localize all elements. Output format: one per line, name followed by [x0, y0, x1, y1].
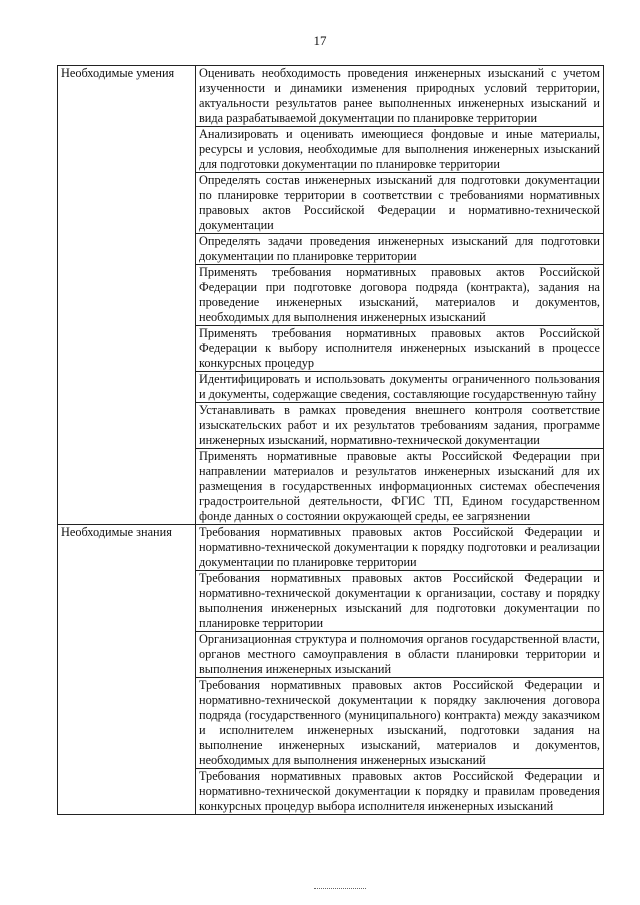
table-row [58, 525, 604, 571]
footer-mark [314, 888, 366, 890]
section-label: Необходимые умения [58, 66, 196, 525]
requirements-table [57, 65, 604, 815]
requirements-table-body [58, 66, 604, 815]
requirement-item: Идентифицировать и использовать документы ограниченного пользования и документы, содержащие сведения, составляющие государственную тайну [196, 372, 604, 403]
requirement-item: Организационная структура и полномочия органов государственной власти, органов местного самоуправления в области планировки территории и выполнения инженерных изысканий [196, 632, 604, 678]
requirement-item: Определять задачи проведения инженерных изысканий для подготовки документации по планировке территории [196, 234, 604, 265]
requirement-item: Устанавливать в рамках проведения внешнего контроля соответствие изыскательских работ и их результатов требованиям задания, программе инженерных изысканий, нормативно-технической документации [196, 403, 604, 449]
requirement-item: Применять требования нормативных правовых актов Российской Федерации при подготовке договора подряда (контракта), задания на проведение инженерных изысканий, материалов и документов, необходимых для выполнения инженерных изысканий [196, 265, 604, 326]
requirement-item: Требования нормативных правовых актов Российской Федерации и нормативно-технической документации к порядку подготовки и реализации документации по планировке территории [196, 525, 604, 571]
requirement-item: Оценивать необходимость проведения инженерных изысканий с учетом изученности и динамики изменения природных условий территории, актуальности результатов ранее выполненных инженерных изысканий и вида разрабатываемой документации по планировке территории [196, 66, 604, 127]
requirement-item: Применять нормативные правовые акты Российской Федерации при направлении материалов и результатов инженерных изысканий для их размещения в государственных информационных системах обеспечения градостроительной деятельности, ФГИС ТП, Едином государственном фонде данных о состоянии окружающей среды, ее загрязнении [196, 449, 604, 525]
requirement-item: Требования нормативных правовых актов Российской Федерации и нормативно-технической документации к организации, составу и порядку выполнения инженерных изысканий для подготовки документации по планировке территории [196, 571, 604, 632]
requirement-item: Анализировать и оценивать имеющиеся фондовые и иные материалы, ресурсы и условия, необходимые для выполнения инженерных изысканий для подготовки документации по планировке территории [196, 127, 604, 173]
requirement-item: Применять требования нормативных правовых актов Российской Федерации к выбору исполнителя инженерных изысканий в процессе конкурсных процедур [196, 326, 604, 372]
requirement-item: Требования нормативных правовых актов Российской Федерации и нормативно-технической документации к порядку и правилам проведения конкурсных процедур выбора исполнителя инженерных изысканий [196, 769, 604, 815]
requirement-item: Определять состав инженерных изысканий для подготовки документации по планировке территории в соответствии с требованиями нормативных правовых актов Российской Федерации и нормативно-технической документации [196, 173, 604, 234]
page-number: 17 [313, 33, 327, 48]
table-row [58, 66, 604, 127]
section-label: Необходимые знания [58, 525, 196, 815]
requirement-item: Требования нормативных правовых актов Российской Федерации и нормативно-технической документации к порядку заключения договора подряда (государственного (муниципального) контракта) между заказчиком и исполнителем инженерных изысканий, подготовки задания на выполнение инженерных изысканий, материалов и документов, необходимых для выполнения инженерных изысканий [196, 678, 604, 769]
